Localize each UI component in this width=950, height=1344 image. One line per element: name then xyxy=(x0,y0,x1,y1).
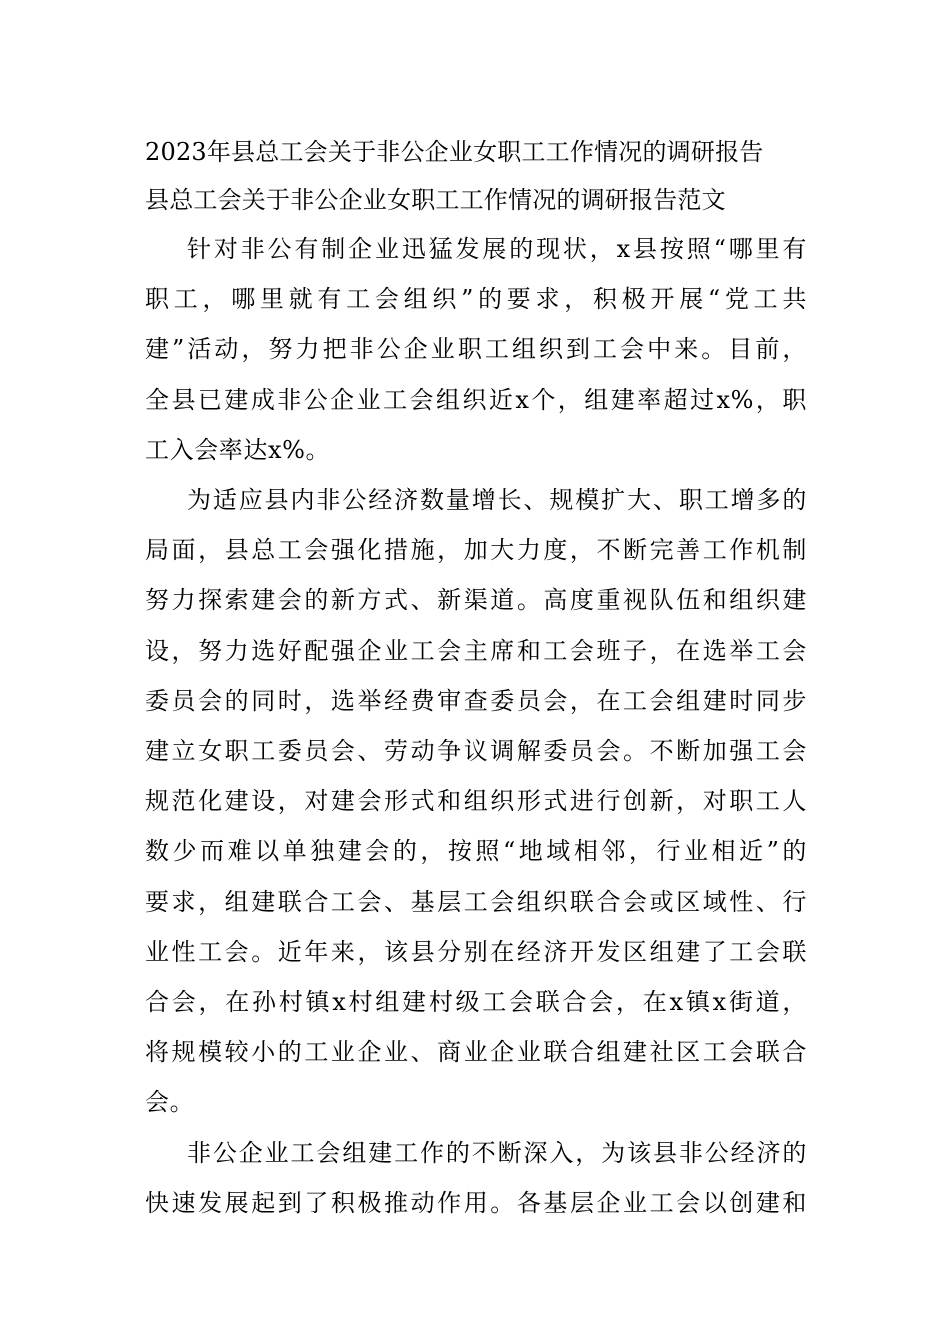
paragraph-1 xyxy=(145,224,807,475)
paragraph-line: 委员会的同时，选举经费审查委员会，在工会组建时同步 xyxy=(145,686,807,715)
document-title: 2023年县总工会关于非公企业女职工工作情况的调研报告 xyxy=(145,138,764,166)
paragraph-2 xyxy=(145,475,807,1128)
paragraph-line: 要求，组建联合工会、基层工会组织联合会或区域性、行 xyxy=(145,887,807,916)
paragraph-line: 设，努力选好配强企业工会主席和工会班子，在选举工会 xyxy=(145,636,807,665)
paragraph-line: 会。 xyxy=(145,1088,195,1117)
paragraph-3 xyxy=(145,1128,807,1228)
paragraph-line: 数少而难以单独建会的，按照“地域相邻，行业相近”的 xyxy=(145,837,807,866)
paragraph-line: 全县已建成非公企业工会组织近x个，组建率超过x%，职 xyxy=(145,385,807,414)
document-subtitle: 县总工会关于非公企业女职工工作情况的调研报告范文 xyxy=(145,186,726,214)
paragraph-line: 合会，在孙村镇x村组建村级工会联合会，在x镇x街道， xyxy=(145,988,807,1017)
paragraph-line: 努力探索建会的新方式、新渠道。高度重视队伍和组织建 xyxy=(145,586,807,615)
paragraph-line: 建立女职工委员会、劳动争议调解委员会。不断加强工会 xyxy=(145,737,807,766)
paragraph-line: 规范化建设，对建会形式和组织形式进行创新，对职工人 xyxy=(145,787,807,816)
paragraph-line: 局面，县总工会强化措施，加大力度，不断完善工作机制 xyxy=(145,536,807,565)
paragraph-line: 为适应县内非公经济数量增长、规模扩大、职工增多的 xyxy=(187,486,807,515)
paragraph-line: 职工，哪里就有工会组织”的要求，积极开展“党工共 xyxy=(145,285,807,314)
paragraph-line: 工入会率达x%。 xyxy=(145,435,331,464)
document-page xyxy=(145,128,807,1228)
paragraph-line: 建”活动，努力把非公企业职工组织到工会中来。目前， xyxy=(145,335,807,364)
paragraph-line: 针对非公有制企业迅猛发展的现状，x县按照“哪里有 xyxy=(187,235,807,263)
paragraph-line: 将规模较小的工业企业、商业企业联合组建社区工会联合 xyxy=(145,1038,807,1067)
paragraph-line: 业性工会。近年来，该县分别在经济开发区组建了工会联 xyxy=(145,937,807,966)
paragraph-line: 快速发展起到了积极推动作用。各基层企业工会以创建和 xyxy=(145,1188,807,1217)
paragraph-line: 非公企业工会组建工作的不断深入，为该县非公经济的 xyxy=(187,1138,807,1167)
